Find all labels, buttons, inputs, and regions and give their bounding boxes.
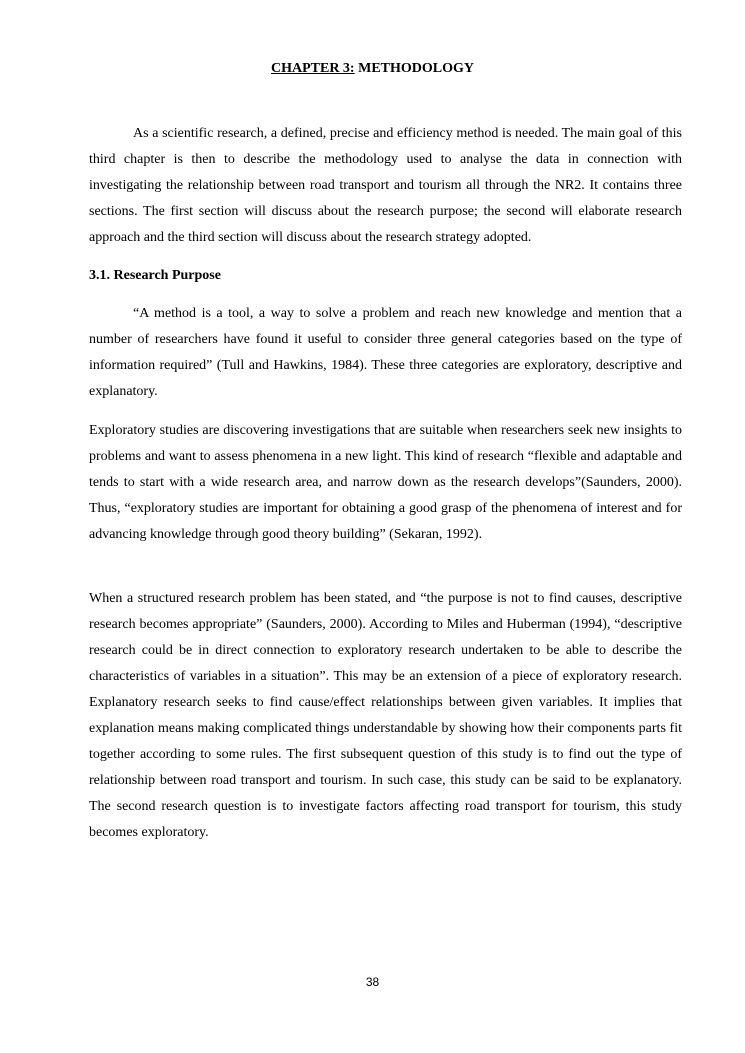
page-number: 38 xyxy=(365,975,380,989)
chapter-title xyxy=(0,60,745,78)
section-heading: 3.1. Research Purpose xyxy=(89,268,221,283)
chapter-name: METHODOLOGY xyxy=(358,61,475,76)
chapter-label: CHAPTER 3: xyxy=(270,61,355,76)
intro-paragraph: As a scientific research, a defined, precise and efficiency method is needed. The main goal of this third chapter is then to describe the methodology used to analyse the data in connection with investigating the relationship between road transport and tourism all through the NR2. It contains three sections. The first section will discuss about the research purpose; the second will elaborate research approach and the third section will discuss about the research strategy adopted. xyxy=(89,126,682,245)
paragraph-descriptive-explanatory: When a structured research problem has been stated, and “the purpose is not to find causes, descriptive research becomes appropriate” (Saunders, 2000). According to Miles and Huberman (1994), “descriptive research could be in direct connection to exploratory research undertaken to be able to describe the characteristics of variables in a situation”. This may be an extension of a piece of exploratory research. Explanatory research seeks to find cause/effect relationships between given variables. It implies that explanation means making complicated things understandable by showing how their components parts fit together according to some rules. The first subsequent question of this study is to find out the type of relationship between road transport and tourism. In such case, this study can be said to be explanatory. The second research question is to investigate factors affecting road transport for tourism, this study becomes exploratory. xyxy=(89,591,682,840)
paragraph-exploratory: Exploratory studies are discovering investigations that are suitable when researchers seek new insights to problems and want to assess phenomena in a new light. This kind of research “flexible and adaptable and tends to start with a wide research area, and narrow down as the research develops”(Saunders, 2000). Thus, “exploratory studies are important for obtaining a good grasp of the phenomena of interest and for advancing knowledge through good theory building” (Sekaran, 1992). xyxy=(89,423,682,542)
paragraph-method: “A method is a tool, a way to solve a problem and reach new knowledge and mention that a number of researchers have found it useful to consider three general categories based on the type of information required” (Tull and Hawkins, 1984). These three categories are exploratory, descriptive and explanatory. xyxy=(89,306,682,399)
